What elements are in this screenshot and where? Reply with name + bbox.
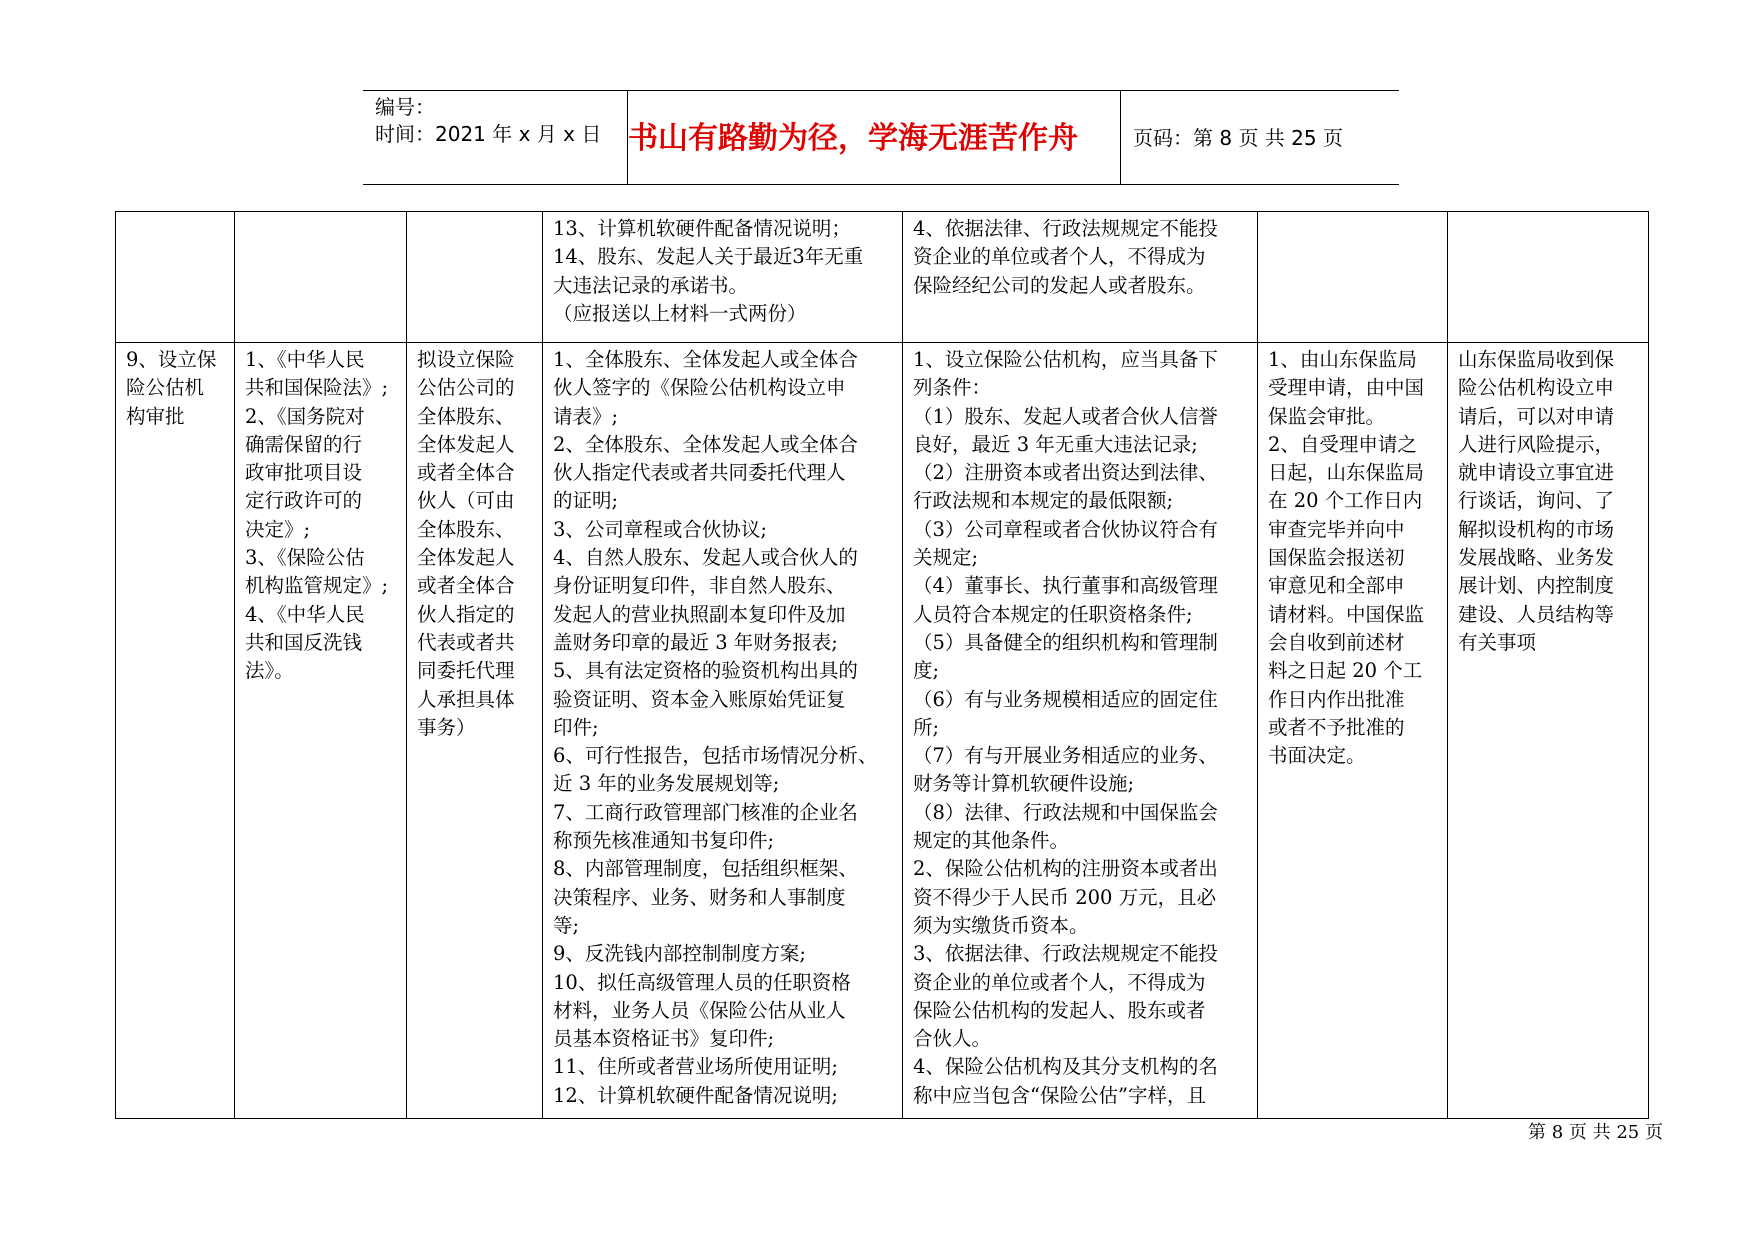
cell-text-line: 财务等计算机软硬件设施; [913,772,1135,796]
cell-text-line: 行谈话，询问、了 [1458,489,1615,513]
cell-text-line: 5、具有法定资格的验资机构出具的 [553,659,858,683]
cell-text-line: 资企业的单位或者个人，不得成为 [913,970,1206,994]
cell-text-line: 建设、人员结构等 [1458,602,1615,626]
cell-text-line: 须为实缴货币资本。 [913,913,1089,937]
cell-text-line: 解拟设机构的市场 [1458,517,1615,541]
cell-text-line: 保险经纪公司的发起人或者股东。 [913,273,1206,297]
cell-text-line: 13、计算机软硬件配备情况说明； [553,217,851,240]
cell-text-line: 12、计算机软硬件配备情况说明; [553,1083,838,1107]
cell-text-line: 称预先核准通知书复印件; [553,829,775,853]
cell-text-line: 代表或者共 [417,630,515,654]
cell-text-line: 有关事项 [1458,630,1537,654]
cell-text-line: 9、设立保 [126,348,217,371]
header-page-label: 页码：第 8 页 共 25 页 [1133,126,1343,150]
table-row [116,212,1649,343]
cell-text-line: 所; [913,715,940,739]
cell-text-line: 全体股东、 [417,404,515,428]
cell-text-line: 会自收到前述材 [1268,630,1405,654]
approval-items-table [115,211,1649,1119]
cell-text-line: 发展战略、业务发 [1458,546,1615,570]
cell-text-line: 人进行风险提示， [1458,432,1615,456]
cell-text-line: 审查完毕并向中 [1268,517,1405,541]
cell-text-line: 3、《保险公估 [245,546,365,570]
cell-text-line: 9、反洗钱内部控制制度方案; [553,942,806,966]
cell-text-line: 全体发起人 [417,432,515,456]
cell-text-line: 伙人指定代表或者共同委托代理人 [553,461,846,485]
cell-text-line: 全体发起人 [417,546,515,570]
cell-text-line: 验资证明、资本金入账原始凭证复 [553,687,846,711]
cell-text-line: （1）股东、发起人或者合伙人信誉 [913,404,1218,428]
table-cell [407,212,543,343]
cell-text-line: 盖财务印章的最近 3 年财务报表; [553,630,838,654]
legal-basis-cell [235,343,407,1119]
cell-text-line: 1、《中华人民 [245,348,365,371]
cell-text-line: 1、由山东保监局 [1268,348,1417,371]
cell-text-line: 请后，可以对申请 [1458,404,1615,428]
header-motto: 书山有路勤为径，学海无涯苦作舟 [628,121,1078,156]
cell-text-line: 同委托代理 [417,659,515,683]
cell-text-line: 或者不予批准的 [1268,715,1405,739]
cell-text-line: （5）具备健全的组织机构和管理制 [913,630,1218,654]
cell-text-line: 构审批 [126,404,185,428]
cell-text-line: 共和国反洗钱 [245,630,363,654]
cell-text-line: 2、自受理申请之 [1268,432,1417,456]
document-time-label: 时间：2021 年 x 月 x 日 [375,122,602,146]
cell-text-line: 8、内部管理制度，包括组织框架、 [553,857,858,881]
table-cell [1258,212,1448,343]
cell-text-line: 全体股东、 [417,517,515,541]
cell-text-line: 请表》; [553,404,619,428]
cell-text-line: 3、公司章程或合伙协议; [553,517,767,541]
cell-text-line: 决定》; [245,517,311,541]
cell-text-line: 书面决定。 [1268,744,1366,768]
cell-text-line: 拟设立保险 [417,348,515,371]
table-cell [1448,212,1649,343]
cell-text-line: 伙人指定的 [417,602,515,626]
cell-text-line: 伙人签字的《保险公估机构设立申 [553,376,846,400]
cell-text-line: 请材料。中国保监 [1268,602,1425,626]
cell-text-line: 6、可行性报告，包括市场情况分析、 [553,744,878,768]
cell-text-line: 关规定; [913,546,979,570]
cell-text-line: 的证明; [553,489,619,513]
cell-text-line: 确需保留的行 [245,432,363,456]
cell-text-line: 作日内作出批准 [1268,687,1405,711]
cell-text-line: （应报送以上材料一式两份） [553,301,807,325]
applicant-cell [407,343,543,1119]
conditions-cell [903,343,1258,1119]
cell-text-line: 就申请设立事宜进 [1458,461,1615,485]
cell-text-line: 机构监管规定》; [245,574,389,598]
cell-text-line: 审意见和全部申 [1268,574,1405,598]
cell-text-line: 日起，山东保监局 [1268,461,1425,485]
cell-text-line: 称中应当包含“保险公估”字样，且 [913,1083,1206,1107]
cell-text-line: 2、保险公估机构的注册资本或者出 [913,857,1218,881]
cell-text-line: 或者全体合 [417,574,515,598]
cell-text-line: （7）有与开展业务相适应的业务、 [913,744,1218,768]
cell-text-line: 或者全体合 [417,461,515,485]
cell-text-line: 发起人的营业执照副本复印件及加 [553,602,846,626]
cell-text-line: 大违法记录的承诺书。 [553,273,749,297]
cell-text-line: 在 20 个工作日内 [1268,489,1423,513]
cell-text-line: 人员符合本规定的任职资格条件; [913,602,1193,626]
cell-text-line: 11、住所或者营业场所使用证明; [553,1055,838,1079]
document-number-label: 编号： [375,95,435,119]
cell-text-line: 印件; [553,715,599,739]
cell-text-line: 伙人（可由 [417,489,515,513]
header-top-rule [363,90,1399,91]
cell-text-line: 4、保险公估机构及其分支机构的名 [913,1055,1218,1079]
cell-text-line: 2、《国务院对 [245,404,365,428]
header-bottom-rule [363,184,1399,185]
cell-text-line: 员基本资格证书》复印件; [553,1027,775,1051]
cell-text-line: 1、设立保险公估机构，应当具备下 [913,348,1218,371]
table-cell [116,212,235,343]
cell-text-line: 1、全体股东、全体发起人或全体合 [553,348,858,371]
cell-text-line: 险公估机 [126,376,205,400]
cell-text-line: 合伙人。 [913,1027,992,1051]
procedure-cell [1258,343,1448,1119]
materials-cell [543,343,903,1119]
cell-text-line: （8）法律、行政法规和中国保监会 [913,800,1218,824]
item-name-cell [116,343,235,1119]
cell-text-line: （6）有与业务规模相适应的固定住 [913,687,1218,711]
cell-text-line: 等; [553,913,580,937]
cell-text-line: 4、《中华人民 [245,602,365,626]
cell-text-line: 山东保监局收到保 [1458,348,1615,371]
header-divider-right [1120,90,1121,184]
cell-text-line: （3）公司章程或者合伙协议符合有 [913,517,1218,541]
footer-page-number: 第 8 页 共 25 页 [1528,1122,1663,1143]
cell-text-line: （4）董事长、执行董事和高级管理 [913,574,1218,598]
cell-text-line: 2、全体股东、全体发起人或全体合 [553,432,858,456]
cell-text-line: 法》。 [245,659,294,683]
cell-text-line: 规定的其他条件。 [913,829,1070,853]
cell-text-line: 资企业的单位或者个人，不得成为 [913,245,1206,269]
cell-text-line: （2）注册资本或者出资达到法律、 [913,461,1218,485]
cell-text-line: 近 3 年的业务发展规划等; [553,772,780,796]
cell-text-line: 决策程序、业务、财务和人事制度 [553,885,846,909]
table-cell [235,212,407,343]
cell-text-line: 定行政许可的 [245,489,363,513]
cell-text-line: 料之日起 20 个工 [1268,659,1423,683]
cell-text-line: 14、股东、发起人关于最近3年无重 [553,245,864,269]
cell-text-line: 险公估机构设立申 [1458,376,1615,400]
cell-text-line: 保险公估机构的发起人、股东或者 [913,998,1206,1022]
cell-text-line: 资不得少于人民币 200 万元，且必 [913,885,1217,909]
cell-text-line: 10、拟任高级管理人员的任职资格 [553,970,851,994]
cell-text-line: 展计划、内控制度 [1458,574,1615,598]
cell-text-line: 列条件： [913,376,992,400]
cell-text-line: 政审批项目设 [245,461,363,485]
cell-text-line: 4、自然人股东、发起人或合伙人的 [553,546,858,570]
cell-text-line: 人承担具体 [417,687,515,711]
cell-text-line: 3、依据法律、行政法规规定不能投 [913,942,1218,966]
cell-text-line: 4、依据法律、行政法规规定不能投 [913,217,1218,240]
cell-text-line: 身份证明复印件，非自然人股东、 [553,574,846,598]
cell-text-line: 受理申请，由中国 [1268,376,1425,400]
cell-text-line: 共和国保险法》; [245,376,389,400]
cell-text-line: 材料，业务人员《保险公估从业人 [553,998,846,1022]
table-cell [543,212,903,343]
cell-text-line: 度; [913,659,940,683]
cell-text-line: 事务） [417,715,476,739]
notes-cell [1448,343,1649,1119]
cell-text-line: 保监会审批。 [1268,404,1386,428]
cell-text-line: 国保监会报送初 [1268,546,1405,570]
cell-text-line: 公估公司的 [417,376,515,400]
table-row [116,343,1649,1119]
cell-text-line: 良好，最近 3 年无重大违法记录; [913,432,1198,456]
table-cell [903,212,1258,343]
cell-text-line: 7、工商行政管理部门核准的企业名 [553,800,858,824]
cell-text-line: 行政法规和本规定的最低限额; [913,489,1174,513]
